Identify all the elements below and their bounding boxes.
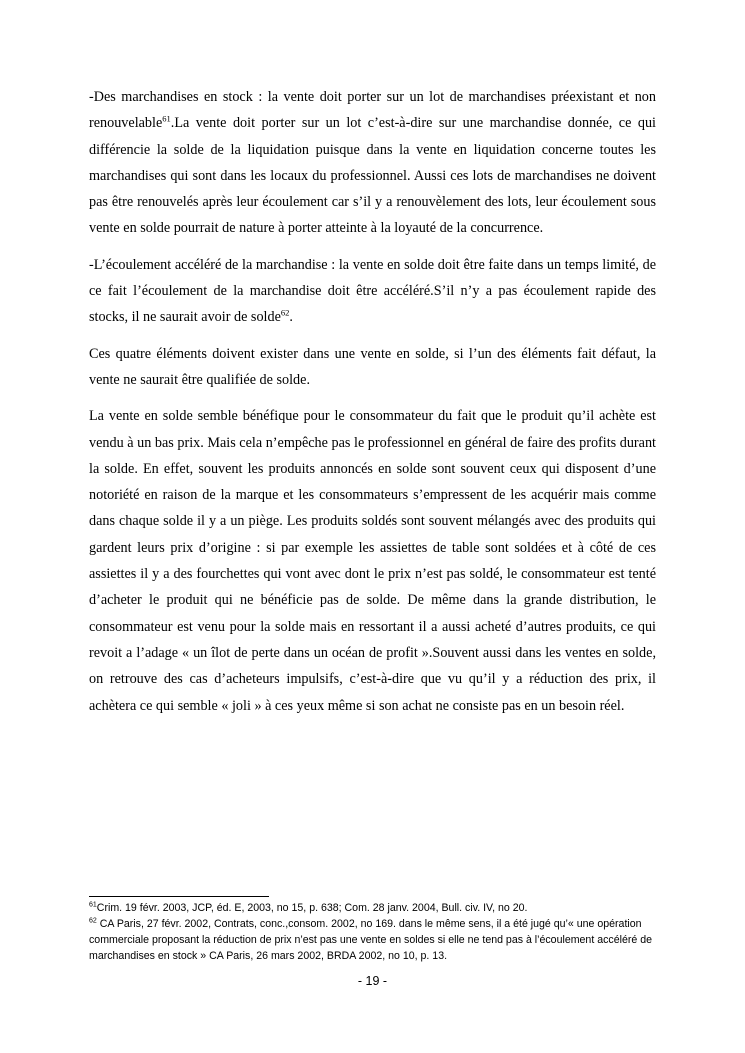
paragraph-text: .La vente doit porter sur un lot c’est-à-dire sur une marchandise donnée, ce qui différencie la solde de la liquidation puisque dans la vente en liquidation concerne toutes les marchandises qui sont dans les locaux du professionnel. Aussi ces lots de marchandises ne doivent pas être renouvelés après leur écoulement car s’il y a renouvèlement des lots, leur écoulement sous vente en solde pourrait de nature à porter atteinte à la loyauté de la concurrence. (89, 115, 656, 237)
paragraph-stock (89, 84, 656, 242)
footnotes (89, 900, 656, 964)
paragraph-text: . (289, 309, 293, 326)
paragraph-text: -Des marchandises en stock : la vente doit porter sur un lot de marchandises préexistant et non renouvelable (89, 89, 656, 132)
paragraph-ecoulement (89, 252, 656, 331)
footnote-61 (89, 900, 656, 916)
page-number: - 19 - (357, 974, 388, 988)
paragraph-elements: Ces quatre éléments doivent exister dans une vente en solde, si l’un des éléments fait défaut, la vente ne saurait être qualifiée de solde. (89, 345, 656, 388)
footnote-number: 62 (89, 917, 97, 925)
footnote-ref-62[interactable]: 62 (280, 307, 290, 318)
footnote-text: CA Paris, 27 févr. 2002, Contrats, conc.,consom. 2002, no 169. dans le même sens, il a été jugé qu’« une opération commerciale proposant la réduction de prix n’est pas une vente en soldes si elle ne tend pas à l’écoulement accéléré de marchandises en stock » CA Paris, 26 mars 2002, BRDA 2002, no 10, p. 13. (89, 918, 652, 962)
footnote-number: 61 (89, 901, 97, 909)
paragraph-text: -L’écoulement accéléré de la marchandise : la vente en solde doit être faite dans un temps limité, de ce fait l’écoulement de la marchandise doit être accéléré.S’il n’y a pas écoulement rapide des stocks, il ne saurait avoir de solde (89, 256, 656, 326)
footnote-ref-61[interactable]: 61 (162, 113, 171, 124)
paragraph-consommateur: La vente en solde semble bénéfique pour le consommateur du fait que le produit qu’il achète est vendu à un bas prix. Mais cela n’empêche pas le professionnel en général de faire des profits durant la solde. En effet, souvent les produits annoncés en solde sont souvent ceux qui disposent d’une notoriété en raison de la marque et les consommateurs s’empressent de les acquérir mais comme dans chaque solde il y a un piège. Les produits soldés sont souvent mélangés avec des produits qui gardent leurs prix d’origine : si par exemple les assiettes de table sont soldées et à côté de ces assiettes il y a des fourchettes qui vont avec dont le prix n’est pas soldé, le consommateur est tenté d’acheter le produit qui ne bénéficie pas de solde. De même dans la grande distribution, le consommateur est venu pour la solde mais en ressortant il a aussi acheté d’autres produits, ce qui revoit a l’adage « un îlot de perte dans un océan de profit ».Souvent aussi dans les ventes en solde, on retrouve des cas d’acheteurs impulsifs, c’est-à-dire que vu qu’il y a réduction des prix, il achètera ce qui semble « joli » à ces yeux même si son achat ne consiste pas en un besoin réel. (89, 408, 656, 714)
footnote-text: Crim. 19 févr. 2003, JCP, éd. E, 2003, no 15, p. 638; Com. 28 janv. 2004, Bull. civ. IV, no 20. (96, 902, 528, 914)
footnote-62 (89, 916, 656, 964)
main-text (89, 84, 656, 729)
footnote-separator (89, 896, 269, 897)
